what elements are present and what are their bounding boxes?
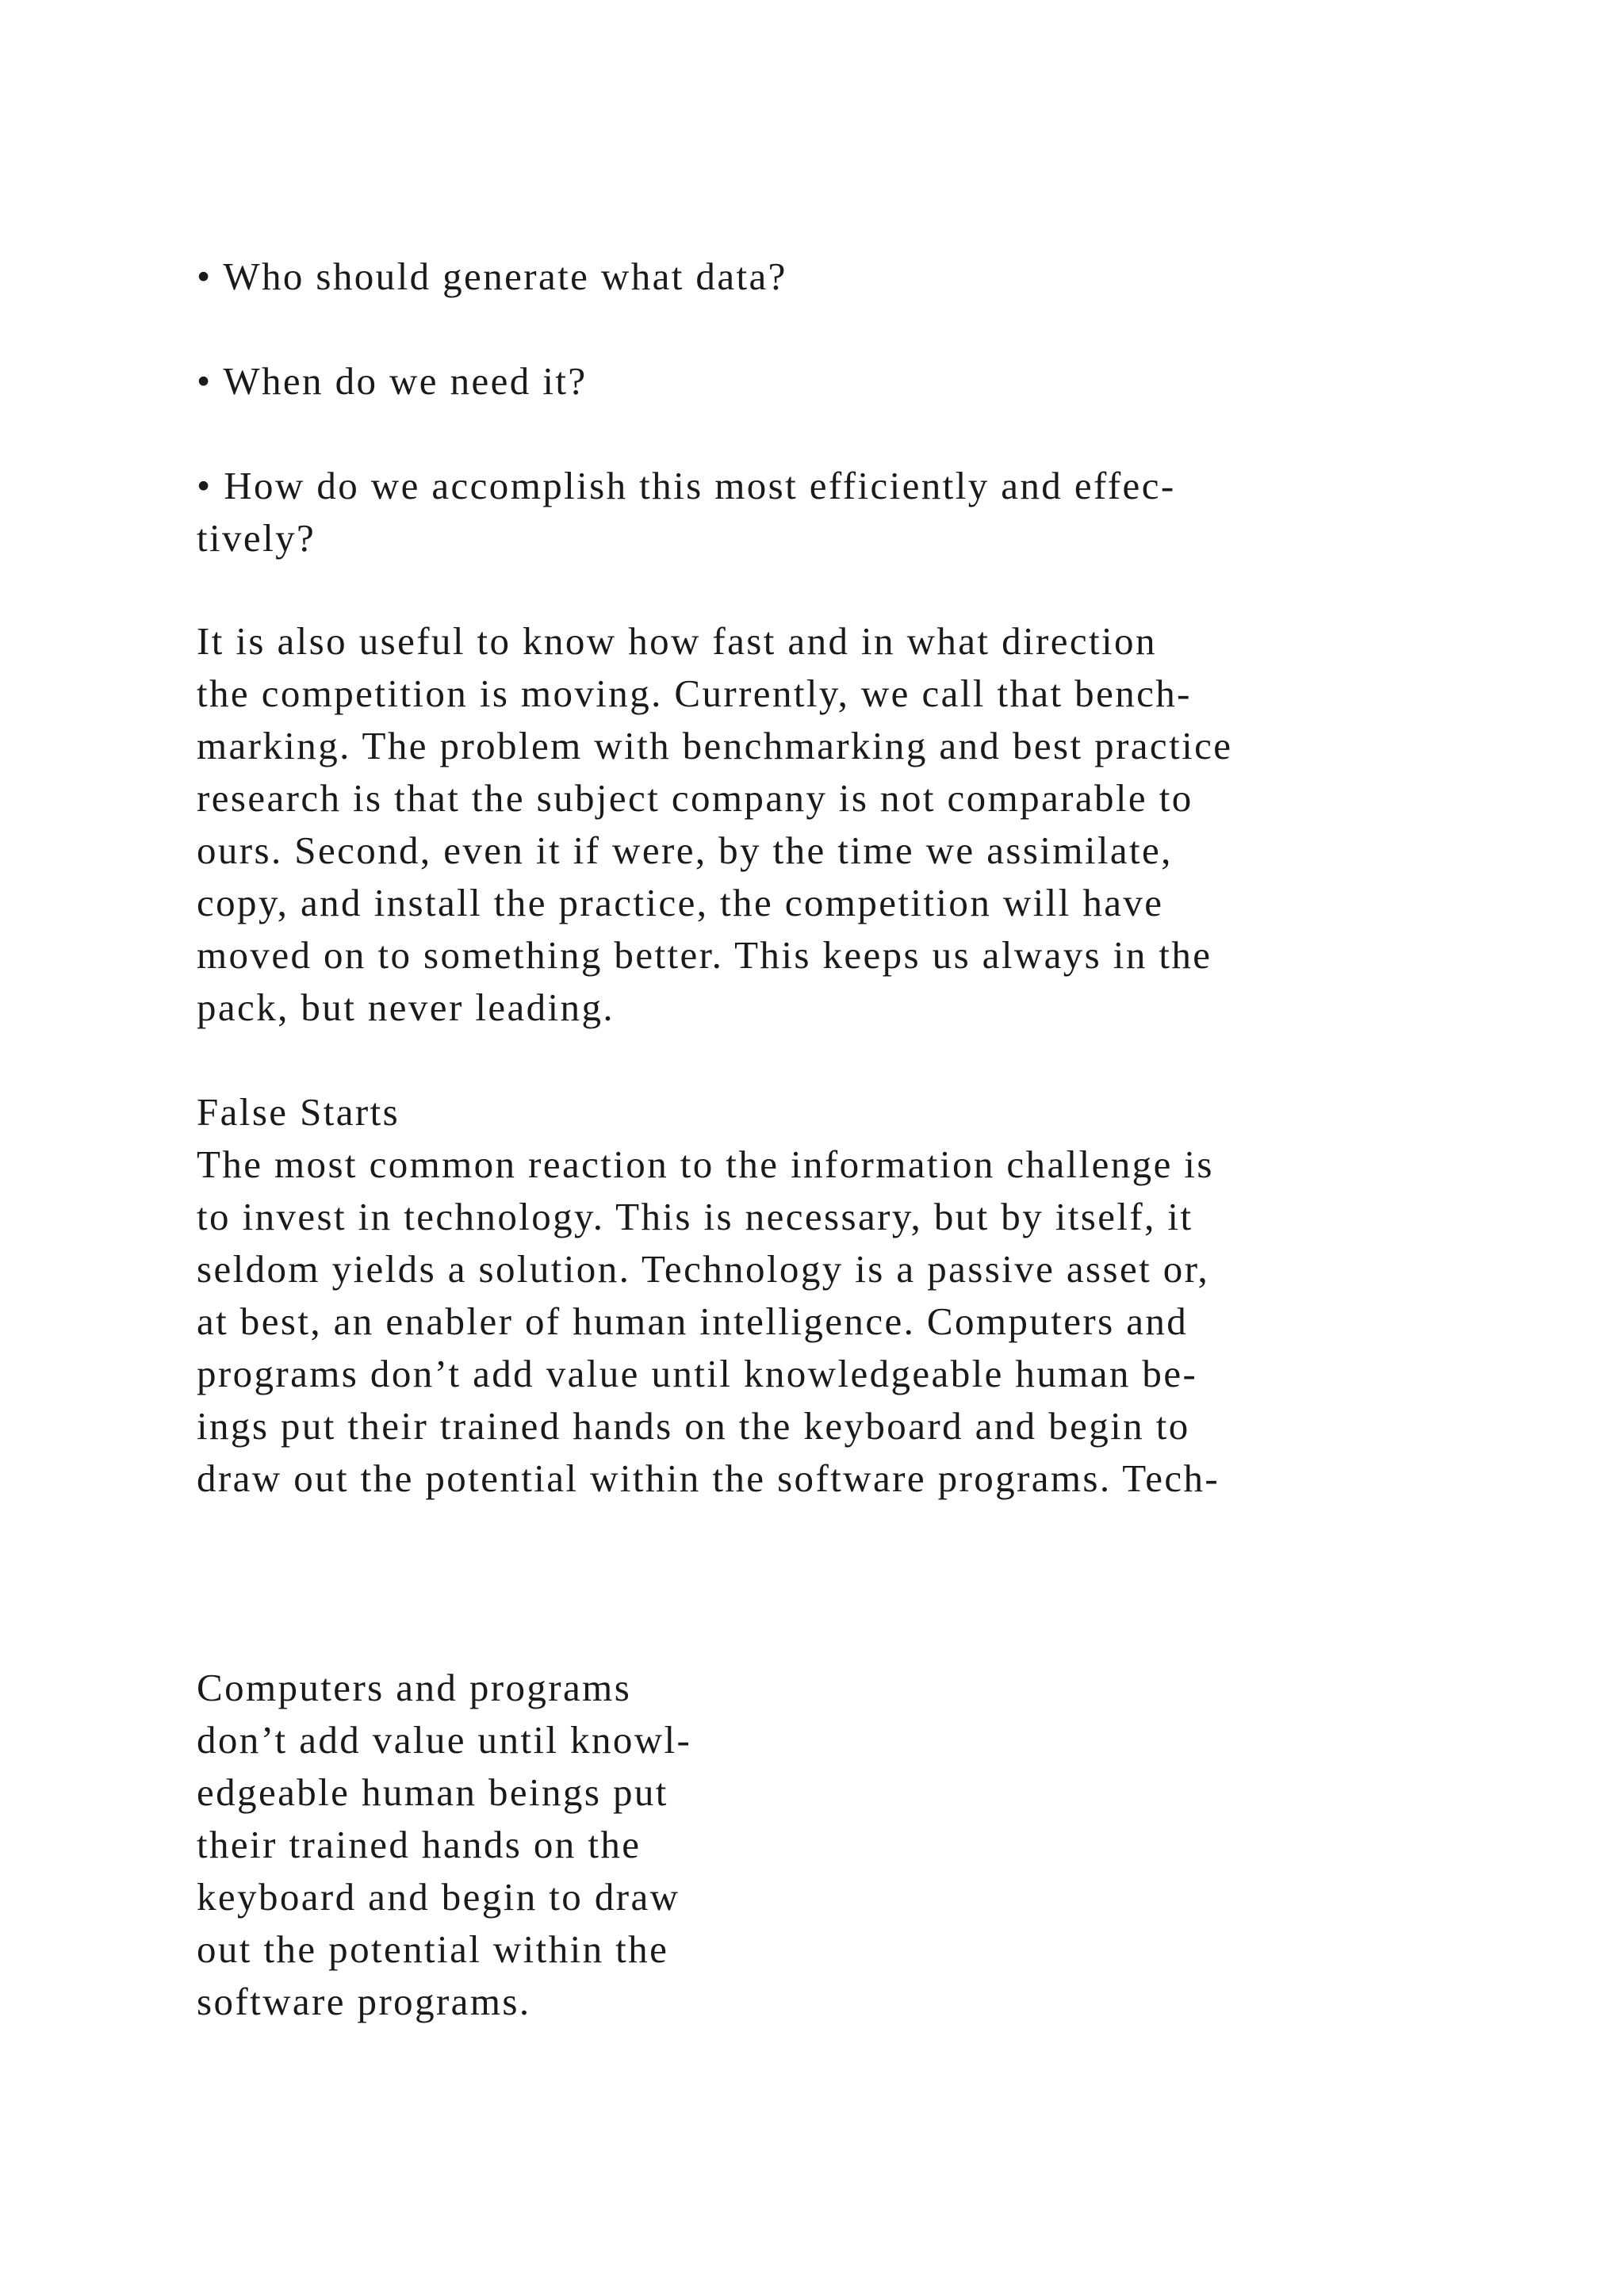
paragraph-line: The most common reaction to the information challenge is bbox=[197, 1142, 1214, 1186]
pull-quote-line: edgeable human beings put bbox=[197, 1770, 668, 1814]
paragraph-line: the competition is moving. Currently, we call that bench- bbox=[197, 672, 1192, 715]
paragraph-line: copy, and install the practice, the competition will have bbox=[197, 881, 1164, 924]
paragraph-line: ings put their trained hands on the keyboard and begin to bbox=[197, 1404, 1190, 1448]
paragraph-line: pack, but never leading. bbox=[197, 985, 615, 1029]
bullet-item-when: • When do we need it? bbox=[197, 359, 588, 403]
pull-quote-line: keyboard and begin to draw bbox=[197, 1875, 680, 1919]
paragraph-line: marking. The problem with benchmarking and best practice bbox=[197, 724, 1233, 767]
paragraph-line: moved on to something better. This keeps us always in the bbox=[197, 933, 1212, 977]
paragraph-line: It is also useful to know how fast and in what direction bbox=[197, 619, 1157, 663]
paragraph-line: at best, an enabler of human intelligence. Computers and bbox=[197, 1299, 1189, 1343]
pull-quote-line: their trained hands on the bbox=[197, 1823, 642, 1866]
paragraph-line: ours. Second, even it if were, by the time we assimilate, bbox=[197, 828, 1173, 872]
paragraph-line: to invest in technology. This is necessary, but by itself, it bbox=[197, 1195, 1193, 1238]
section-heading: False Starts bbox=[197, 1090, 400, 1134]
paragraph-line: research is that the subject company is not comparable to bbox=[197, 776, 1193, 820]
pull-quote-line: out the potential within the bbox=[197, 1927, 669, 1971]
pull-quote-line: software programs. bbox=[197, 1980, 531, 2023]
bullet-item-how-continued: tively? bbox=[197, 516, 316, 560]
pull-quote-line: Computers and programs bbox=[197, 1666, 632, 1709]
bullet-item-who: • Who should generate what data? bbox=[197, 254, 787, 298]
bullet-item-how: • How do we accomplish this most efficiently and effec- bbox=[197, 464, 1176, 507]
paragraph-line: programs don’t add value until knowledgeable human be- bbox=[197, 1352, 1198, 1395]
paragraph-line: draw out the potential within the software programs. Tech- bbox=[197, 1456, 1220, 1500]
pull-quote-line: don’t add value until knowl- bbox=[197, 1718, 692, 1762]
paragraph-line: seldom yields a solution. Technology is a passive asset or, bbox=[197, 1247, 1210, 1291]
